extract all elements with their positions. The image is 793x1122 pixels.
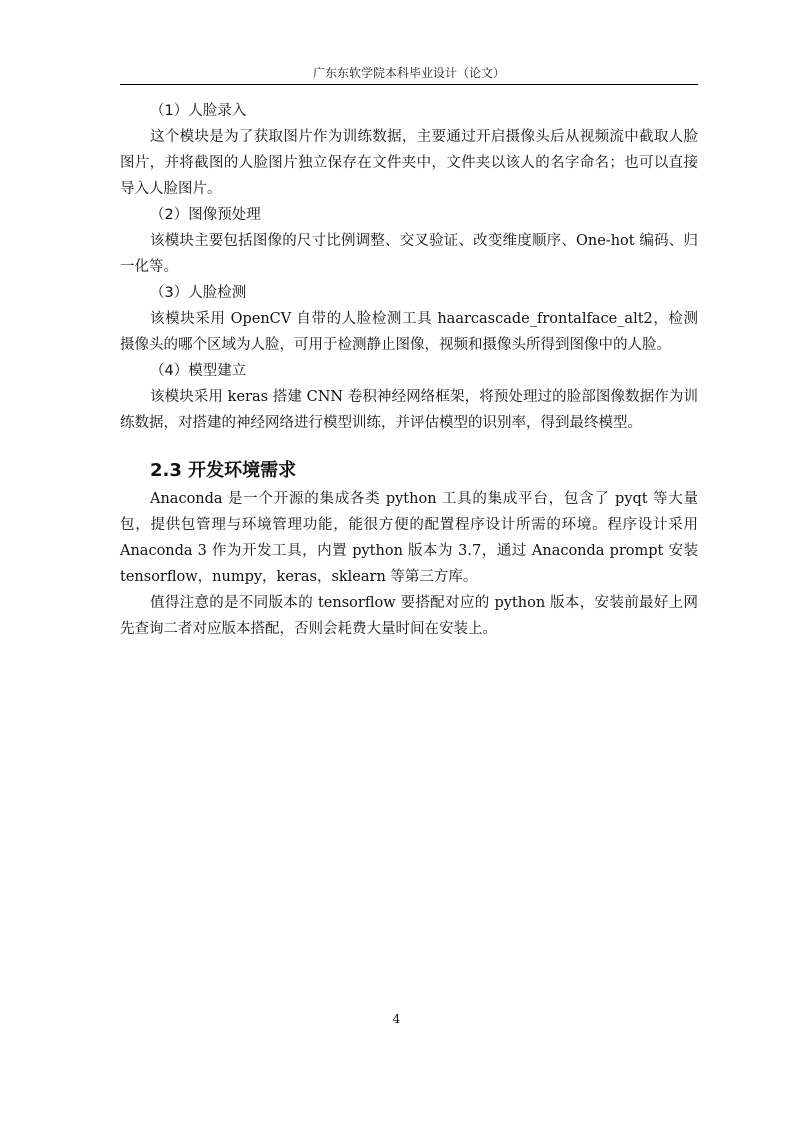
page-body <box>120 98 698 642</box>
preprocessing-heading: （2）图像预处理 <box>150 207 261 223</box>
header-rule <box>120 84 698 85</box>
page-number: 4 <box>392 1012 401 1026</box>
face-entry-text: 这个模块是为了获取图片作为训练数据，主要通过开启摄像头后从视频流中截取人脸图片，并将截图的人脸图片独立保存在文件夹中，文件夹以该人的名字命名；也可以直接导入人脸图片。 <box>120 129 698 197</box>
page-header: 广东东软学院本科毕业设计（论文） <box>312 66 505 80</box>
model-building-text: 该模块采用 keras 搭建 CNN 卷积神经网络框架，将预处理过的脸部图像数据作为训练数据，对搭建的神经网络进行模型训练，并评估模型的识别率，得到最终模型。 <box>120 389 698 431</box>
section-paragraph-1: Anaconda 是一个开源的集成各类 python 工具的集成平台，包含了 pyqt 等大量包，提供包管理与环境管理功能，能很方便的配置程序设计所需的环境。程序设计采用 Anaconda 3 作为开发工具，内置 python 版本为 3.7，通过 Anaconda prompt 安装 tensorflow，numpy，keras，sklearn 等第三方库。 <box>120 491 698 585</box>
preprocessing-text: 该模块主要包括图像的尺寸比例调整、交叉验证、改变维度顺序、One-hot 编码、归一化等。 <box>120 233 698 275</box>
section-title: 2.3 开发环境需求 <box>150 460 297 481</box>
face-entry-heading: （1）人脸录入 <box>150 103 247 119</box>
face-detection-heading: （3）人脸检测 <box>150 285 247 301</box>
face-detection-text: 该模块采用 OpenCV 自带的人脸检测工具 haarcascade_frontalface_alt2，检测摄像头的哪个区域为人脸，可用于检测静止图像，视频和摄像头所得到图像中的人脸。 <box>120 311 698 353</box>
model-building-heading: （4）模型建立 <box>150 363 247 379</box>
section-paragraph-2: 值得注意的是不同版本的 tensorflow 要搭配对应的 python 版本，安装前最好上网先查询二者对应版本搭配，否则会耗费大量时间在安装上。 <box>120 595 698 637</box>
